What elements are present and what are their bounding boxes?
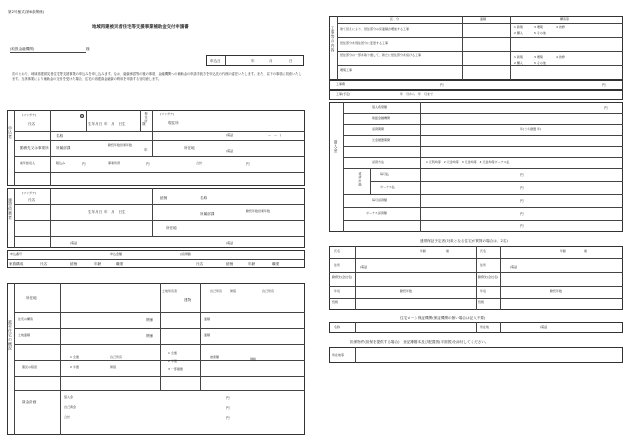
work-period-row <box>329 90 623 100</box>
work-section-label: 工事等の内容 <box>331 26 336 53</box>
collateral-title: 担保物件(担保を提供する場合) 登記簿謄本及び配置図(平面図)を添付してください。 <box>350 340 489 344</box>
bank-honorific: 様 <box>86 47 90 51</box>
affected-house-block <box>7 283 305 435</box>
co-applicant-section-label: 連帯債務者 <box>8 198 14 220</box>
form-title: 地域再建被災者住宅等支援事業補助金交付申請書 <box>92 25 189 30</box>
application-form-page: 第2号様式(第6条関係) 地域再建被災者住宅等支援事業補助金交付申請書 (取扱金融機関) 様 申込日 年 月 日 次のとおり、地域再建被災者住宅等支援事業の申込みを申し込みます。なお、融資承認等の後の事項、金融機関への補助金の申請手続きを申込先の代理の委任いたします。また、以下の事項に同意いたします。当該事業により補助金の交付を受けた場合、住宅の再建資金融資の利用を申請する旨同意します。 申込者 (フリガナ) 氏名 印 生年月日 年 月 日生 歳 現住所 (フリガナ) 現住所 (電話 — — ) 勤務先又は事業所 名称 所属部課 勤続年数営業年数 年 所在地 (電話 前年総収入 税込み 円 事業所得 円 合計 円 連帯債務者 (フリガナ) 氏名 生年月日 年 月 日生 続柄 名称 所属部課 勤続年数営業年数 所在地 (電話 (電話 申込番号 申込金額 (返済額) 家族構成 氏名 続柄 年齢 職業 氏名 続柄 年齢 職業 被災住宅の概況 所在地 土地所有者 建物 自己所有 賃借 自己所有 住宅の構造 関係 面積 土地面積 関係 面積 罹災の程度 1 全壊 2 半壊 自己所有 賃借 1 全壊 2 半壊 3 一部損壊 被害額 価格 資金計画 借入金 自己資金 合計 円 円 円 工事等の内容 区 分 面積 構造等 建て替えにより、居住部分の床面積が増加する工事 居住部分を別住居分に変更する工事 居住部分の一部を取り壊して、新たに居住部分を設ける工事 増築工事 1 新築 3 増築 4 改修 2 購入 5 その他 1 新築 3 増築 4 改修 2 購入 5 その他 工事費 円 円 工事(予定) 年 月から 年 月まで 借入金 借入希望額 取扱金融機関 返済期間 年(うち据置 年) 元金据置期間 返済方法 1 元利均等 2 元金均等 3 元金均等 4 元金均等ボーナス払 円 返済計画 毎月払 ボーナス払 毎月返済額 ボーナス返済額 円 円 円 円 円 連帯保証予定者(対象となる住宅が賃貸の場合は、2名) 氏名 年齢 歳 氏名 年齢 歳 住所 (電話 住所 (電話 勤務先(会社名) 勤務先(会社名) 年収 勤続年数 年収 勤続年数 続柄 続柄 住宅ローン保証機関(保証機関の無い場合は記入不要) 名称 所在地 (電話 担保物件(担保を提供する場合) 登記簿謄本及び配置図(平面図)を添付してください。 所在地等 <box>0 0 630 442</box>
seal-mark: 印 <box>81 114 84 118</box>
applicant-section-label: 申込者 <box>8 126 14 140</box>
guarantor-title: 連帯保証予定者(対象となる住宅が賃貸の場合は、2名) <box>420 239 508 243</box>
applicant-block <box>7 110 305 186</box>
form-number: 第2号様式(第6条関係) <box>8 10 45 14</box>
work-content-table <box>329 16 623 80</box>
co-applicant-block <box>7 188 305 248</box>
insurance-title: 住宅ローン保証機関(保証機関の無い場合は記入不要) <box>400 316 486 320</box>
work-cost-row <box>329 80 623 90</box>
family-label: 家族構成 <box>9 262 24 266</box>
intro-paragraph: 次のとおり、地域再建被災者住宅等支援事業の申込みを申し込みます。なお、融資承認等の後の事項、金融機関への補助金の申請手続きを申込先の代理の委任いたします。また、以下の事項に同意いたします。当該事業により補助金の交付を受けた場合、住宅の再建資金融資の利用を申請する旨同意します。 <box>12 72 302 81</box>
collateral-row <box>329 347 623 363</box>
applicant-name-label: 氏名 <box>28 122 36 126</box>
loan-section-label: 借入金 <box>334 140 339 154</box>
date-box[interactable]: 申込日 年 月 日 <box>206 55 304 66</box>
affected-house-section-label: 被災住宅の概況 <box>8 320 14 351</box>
workplace-label: 勤務先又は事業所 <box>20 146 49 150</box>
bank-name-label: (取扱金融機関) <box>10 47 35 51</box>
date-label: 申込日 <box>210 59 221 63</box>
